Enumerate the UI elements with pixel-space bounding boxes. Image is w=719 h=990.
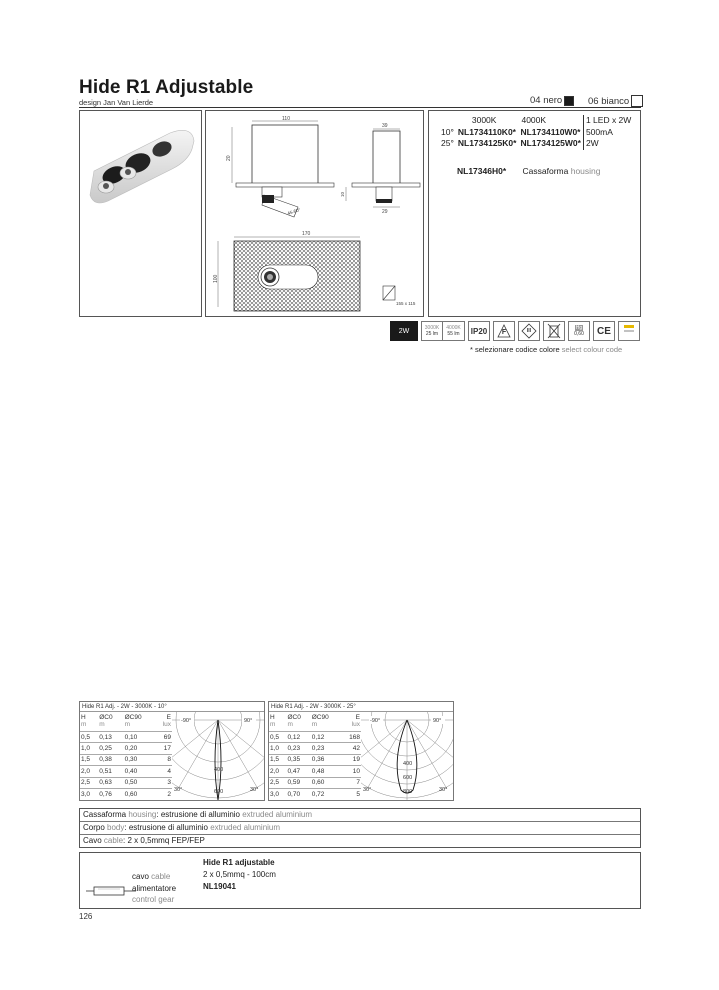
col-3000-header: 3000K (471, 115, 497, 125)
ip-rating-badge: IP20 (468, 321, 490, 341)
table-row (269, 788, 361, 800)
material-label: Corpo (83, 823, 105, 832)
table-row (80, 788, 172, 800)
cable-label: cavo (132, 872, 149, 881)
accessory-code[interactable]: NL19041 (203, 882, 236, 891)
cell: 2,0 (269, 766, 286, 777)
col-header: ØC0 (287, 714, 301, 722)
spec-cell: 1 LED x 2W (583, 115, 633, 127)
f-mark-icon (493, 321, 515, 341)
side-trim (352, 183, 420, 187)
material-label: Cassaforma (83, 810, 127, 819)
housing-row (457, 166, 601, 176)
cell: 8 (155, 754, 172, 765)
flux-4000 (443, 321, 465, 341)
polar-label: 30° (174, 787, 183, 793)
col-unit: m (124, 721, 131, 729)
photometry-panel-25 (268, 701, 454, 801)
photometry-panel-10 (79, 701, 265, 801)
flux-3000 (421, 321, 443, 341)
col-4000-header: 4000K (521, 115, 547, 125)
page-number: 126 (79, 912, 93, 921)
flux-lm: 55 lm (447, 331, 460, 337)
table-row (80, 743, 172, 754)
code-3000[interactable]: NL1734125K0* (457, 138, 517, 148)
cell: 0,48 (311, 766, 341, 777)
cell: 0,63 (98, 777, 123, 788)
front-height-label: 20 (226, 155, 232, 161)
code-4000[interactable]: NL1734125W0* (520, 138, 581, 148)
color-option-label: 04 nero (530, 95, 563, 106)
cell: 69 (155, 731, 172, 742)
material-value-en: extruded aluminium (210, 823, 281, 832)
colour-code-note (470, 345, 622, 354)
flux-temp: 3000K (424, 325, 440, 331)
photometry-title: Hide R1 Adj. - 2W - 3000K - 25° (269, 702, 453, 712)
recycle-bin-icon (543, 321, 565, 341)
product-photo-box (79, 110, 202, 317)
cell: 168 (341, 731, 361, 742)
cell: 5 (356, 790, 360, 798)
cell: 0,60 (124, 790, 138, 798)
beam-angle: 25° (441, 138, 454, 148)
accessory-box (79, 852, 641, 909)
side-depth-label: 29 (382, 209, 388, 215)
cell: 7 (341, 777, 361, 788)
black-swatch (564, 96, 574, 106)
code-4000[interactable]: NL1734110W0* (520, 126, 581, 137)
header-divider (79, 107, 641, 108)
table-row (269, 731, 361, 742)
top-height-label: 100 (213, 274, 219, 283)
cell: 0,72 (311, 790, 325, 798)
photometry-title: Hide R1 Adj. - 2W - 3000K - 10° (80, 702, 264, 712)
cell: 2,5 (80, 777, 98, 788)
col-header: ØC0 (99, 714, 113, 722)
cell: 0,5 (80, 731, 98, 742)
front-width-label: 110 (282, 116, 290, 122)
table-row (269, 743, 361, 754)
spec-cell: 500mA (583, 127, 633, 139)
spec-badges (390, 321, 641, 343)
table-row (80, 754, 172, 765)
col-header: H (270, 714, 275, 722)
tilt-angle-label: 45-60° (286, 207, 301, 216)
designer-credit: design Jan Van Lierde (79, 98, 154, 107)
polar-label: 30° (250, 787, 259, 793)
cell: 4 (155, 766, 172, 777)
polar-label: -90° (181, 718, 192, 724)
table-row (80, 731, 172, 742)
materials-box (79, 808, 641, 848)
material-value: estrusione di alluminio (128, 823, 208, 832)
cell: 1,0 (269, 743, 286, 754)
side-width-label: 39 (382, 123, 388, 129)
table-row (269, 766, 361, 777)
cell: 17 (155, 743, 172, 754)
cell: 0,47 (286, 766, 310, 777)
front-body (252, 125, 318, 185)
cell: 0,35 (286, 754, 310, 765)
hg-icon (568, 321, 590, 341)
hg-value: 0,60 (574, 331, 584, 337)
cell: 0,20 (124, 743, 155, 754)
polar-label: -90° (370, 718, 381, 724)
f-mark-label: F (501, 328, 507, 336)
cell: 0,51 (98, 766, 123, 777)
flux-lm: 25 lm (425, 331, 439, 337)
polar-label: 90° (433, 718, 442, 724)
col-header: ØC90 (124, 714, 142, 722)
accessory-cable-spec: 2 x 0,5mmq - 100cm (203, 870, 276, 879)
cell: 2,0 (80, 766, 98, 777)
front-trim (236, 183, 334, 187)
col-unit: m (270, 721, 276, 729)
photometry-table (80, 712, 172, 800)
cell: 2 (167, 790, 171, 798)
cell: 2,5 (269, 777, 286, 788)
beam-angle: 10° (441, 126, 454, 137)
class-label: III (526, 328, 532, 334)
side-body (373, 131, 400, 185)
cell: 0,10 (124, 731, 155, 742)
cell: 3 (155, 777, 172, 788)
material-row: Cavo cable: 2 x 0,5mmq FEP/FEP (83, 836, 205, 845)
color-option-nero[interactable] (530, 95, 574, 106)
cell: 0,5 (269, 731, 286, 742)
material-value: estrusione di alluminio (160, 810, 240, 819)
polar-label: 400 (214, 767, 224, 773)
flux-badges (421, 321, 465, 343)
cell: 1,5 (269, 754, 286, 765)
cell: 3,0 (270, 790, 280, 798)
polar-diagram (361, 712, 453, 800)
power-badge: 2W (390, 321, 418, 341)
material-value: 2 x 0,5mmq FEP/FEP (127, 836, 205, 845)
gear-label-en: control gear (132, 895, 175, 904)
polar-label: 600 (214, 789, 224, 795)
polar-label: 90° (244, 718, 253, 724)
side-height-label: 10 (340, 191, 345, 197)
col-unit: m (99, 721, 105, 729)
product-photo (80, 111, 201, 316)
top-width-label: 170 (302, 231, 311, 237)
page-title: Hide R1 Adjustable (79, 77, 254, 98)
col-header: H (81, 714, 86, 722)
cell: 0,70 (287, 790, 301, 798)
spot-dark (262, 195, 274, 203)
note-en: select colour code (561, 345, 623, 354)
color-option-bianco[interactable] (588, 95, 643, 107)
col-header: E (166, 714, 171, 722)
white-swatch (631, 95, 643, 107)
accessory-name: Hide R1 adjustable (203, 858, 275, 867)
col-unit: m (287, 721, 293, 729)
material-label-en: housing (128, 810, 157, 819)
note-it: * selezionare codice colore (470, 345, 560, 354)
polar-label: 30° (363, 787, 372, 793)
flux-temp: 4000K (446, 325, 461, 331)
col-header: ØC90 (311, 714, 329, 722)
accessory-details (203, 857, 276, 893)
spec-cell: 2W (583, 138, 633, 150)
cell: 0,23 (286, 743, 310, 754)
col-header: E (355, 714, 360, 722)
cell: 42 (341, 743, 361, 754)
ce-mark-icon: CE (593, 321, 615, 341)
material-label-en: cable (103, 836, 124, 845)
material-value-en: extruded aluminium (242, 810, 313, 819)
class-iii-icon (518, 321, 540, 341)
cell: 0,59 (286, 777, 310, 788)
cell: 0,40 (124, 766, 155, 777)
housing-label-en: housing (570, 166, 601, 176)
cell: 0,13 (98, 731, 123, 742)
material-row: Corpo body: estrusione di alluminio extruded aluminium (80, 822, 640, 835)
table-row (269, 777, 361, 788)
polar-label: 600 (403, 775, 413, 781)
table-row (80, 777, 172, 788)
led-icon (618, 321, 640, 341)
table-row (80, 766, 172, 777)
cell: 0,76 (99, 790, 112, 798)
material-label: Cavo (83, 836, 102, 845)
polar-diagram (172, 712, 264, 800)
cell: 0,50 (124, 777, 155, 788)
code-3000[interactable]: NL1734110K0* (457, 126, 516, 137)
cell: 0,38 (98, 754, 123, 765)
housing-label: Cassaforma (522, 166, 569, 176)
cell: 3,0 (81, 790, 91, 798)
cell: 0,12 (286, 731, 310, 742)
cell: 19 (341, 754, 361, 765)
cutout-label: 155 x 115 (396, 301, 416, 306)
material-label-en: body (107, 823, 125, 832)
photometry-table (269, 712, 361, 800)
side-spot (376, 187, 392, 201)
control-gear-icon (86, 883, 136, 899)
technical-drawing-box (205, 110, 424, 317)
polar-label: 400 (403, 761, 413, 767)
codes-table (439, 115, 633, 150)
col-unit: lux (351, 721, 360, 729)
col-unit: lux (162, 721, 171, 729)
gear-label: alimentatore (132, 883, 177, 893)
housing-code[interactable]: NL17346H0* (457, 166, 507, 176)
product-codes-box (428, 110, 641, 317)
table-row (269, 754, 361, 765)
accessory-labels (132, 871, 176, 906)
cell: 10 (341, 766, 361, 777)
cable-label-en: cable (151, 872, 171, 881)
cell: 0,60 (311, 777, 341, 788)
polar-label: 800 (403, 789, 413, 795)
cell: 0,23 (311, 743, 341, 754)
cell: 1,0 (80, 743, 98, 754)
cell: 0,30 (124, 754, 155, 765)
top-view-spot-lens (267, 274, 273, 280)
polar-label: 30° (439, 787, 448, 793)
cell: 0,12 (311, 731, 341, 742)
hg-label: Hg (575, 325, 583, 331)
technical-drawings (206, 111, 423, 316)
col-unit: m (81, 721, 87, 729)
cell: 0,25 (98, 743, 123, 754)
material-row: Cassaforma housing: estrusione di alluminio extruded aluminium (80, 809, 640, 822)
cell: 1,5 (80, 754, 98, 765)
col-unit: m (311, 721, 318, 729)
color-option-label: 06 bianco (588, 95, 630, 107)
side-spot-dark (376, 199, 392, 203)
cell: 0,36 (311, 754, 341, 765)
